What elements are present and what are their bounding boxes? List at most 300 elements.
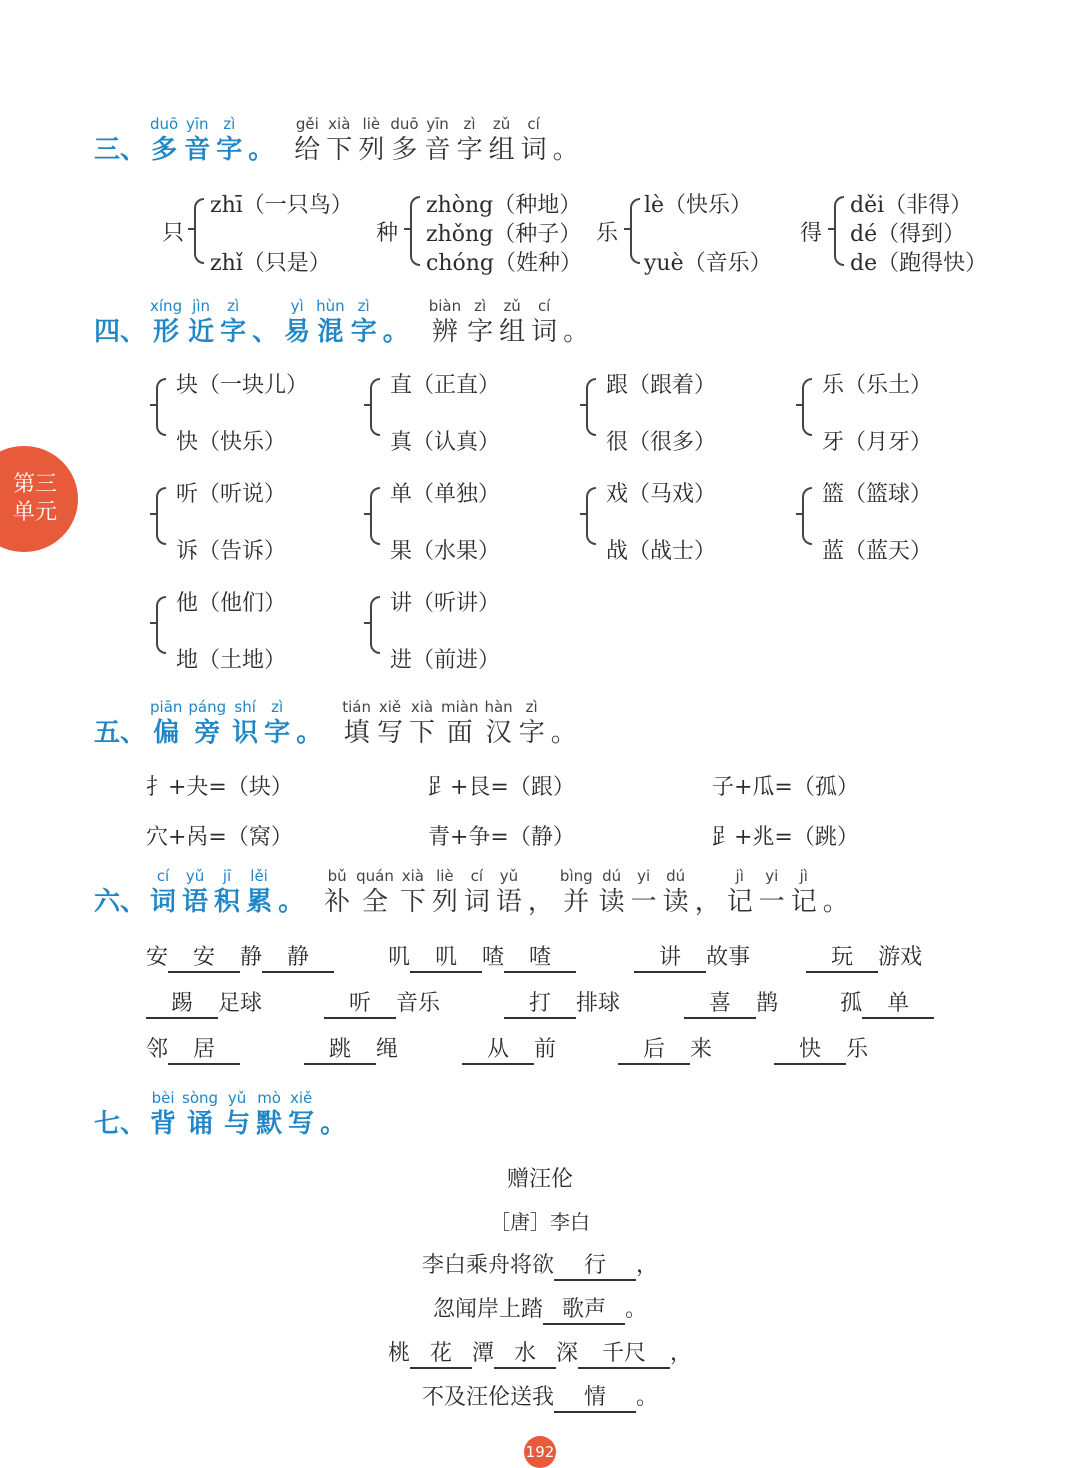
- title-char: [288, 1088, 314, 1140]
- word-text: 鹊: [756, 991, 779, 1016]
- hanzi: 。: [563, 317, 590, 347]
- instruction-punct: [553, 114, 579, 166]
- hanzi: 。: [296, 718, 323, 748]
- poem-line: [0, 1248, 1080, 1281]
- title-char: [150, 697, 182, 749]
- word-text: 乐: [846, 1037, 869, 1062]
- instruction-char: [457, 114, 483, 166]
- pinyin: yì: [290, 297, 304, 315]
- poem-text: 。: [625, 1297, 648, 1322]
- word-text: 叽: [388, 945, 411, 970]
- hanzi: 组: [488, 135, 515, 165]
- brace: [370, 487, 380, 545]
- word-blank: 居: [168, 1032, 240, 1065]
- title-char: [188, 697, 226, 749]
- brace: [194, 198, 204, 264]
- instruction-char: [294, 114, 320, 166]
- pinyin: liè: [362, 115, 381, 133]
- hanzi: 语: [182, 887, 209, 917]
- poly-item: chóng（姓种）: [426, 251, 582, 276]
- hanzi: 写: [288, 1109, 315, 1139]
- similar-char-item: 地（土地）: [176, 648, 287, 673]
- word-text: 故事: [706, 945, 751, 970]
- hanzi: 字: [456, 135, 483, 165]
- page-number: 192: [524, 1436, 556, 1468]
- section-5-heading: [94, 697, 583, 749]
- hanzi: 字: [216, 135, 243, 165]
- hanzi: 形: [153, 317, 180, 347]
- pinyin: cí: [537, 297, 551, 315]
- title-punct: [248, 114, 288, 166]
- poly-char: 种: [376, 221, 399, 246]
- poem-blank: 情: [554, 1380, 636, 1413]
- brace: [156, 378, 166, 436]
- title-char: [150, 866, 176, 918]
- pinyin: jì: [799, 867, 808, 885]
- poly-item: zhī（一只鸟）: [210, 193, 353, 218]
- hanzi: ，: [694, 887, 721, 917]
- poem-text: 潭: [471, 1341, 494, 1366]
- hanzi: 汉: [485, 718, 512, 748]
- hanzi: 字: [350, 317, 377, 347]
- hanzi: 近: [188, 317, 215, 347]
- hanzi: 识: [232, 718, 259, 748]
- section-number: 四、: [94, 317, 147, 347]
- pinyin: sòng: [182, 1089, 219, 1107]
- poly-item: zhǐ（只是）: [210, 251, 331, 276]
- equation: 扌+夬=（块）: [146, 775, 293, 800]
- brace-tip: [150, 513, 158, 515]
- pinyin: zì: [271, 698, 284, 716]
- poly-item: dé（得到）: [850, 222, 966, 247]
- hanzi: 读: [598, 887, 625, 917]
- brace-tip: [364, 622, 372, 624]
- brace: [586, 378, 596, 436]
- similar-char-item: 战（战士）: [606, 539, 717, 564]
- title-char: [256, 1088, 282, 1140]
- pinyin: páng: [188, 698, 227, 716]
- equation: 子+瓜=（孤）: [712, 775, 859, 800]
- pinyin: miàn: [440, 698, 479, 716]
- word-blank: 安: [168, 940, 240, 973]
- pinyin: yǔ: [185, 867, 205, 885]
- pinyin: cí: [470, 867, 484, 885]
- similar-char-item: 块（一块儿）: [176, 373, 309, 398]
- pinyin: yīn: [185, 115, 209, 133]
- hanzi: 下: [399, 887, 426, 917]
- pinyin: biàn: [428, 297, 462, 315]
- pinyin: zì: [227, 297, 240, 315]
- word-text: 游戏: [878, 945, 923, 970]
- pinyin: jì: [735, 867, 744, 885]
- pinyin: zì: [474, 297, 487, 315]
- brace: [370, 596, 380, 654]
- word-blank: 叽: [410, 940, 482, 973]
- pinyin: bìng: [559, 867, 593, 885]
- pinyin: tián: [342, 698, 371, 716]
- word-blank: 讲: [634, 940, 706, 973]
- word-text: 排球: [576, 991, 621, 1016]
- instruction-char: [499, 296, 525, 348]
- poem-text: ，: [636, 1253, 659, 1278]
- word-text: 喳: [482, 945, 505, 970]
- poem-text: ，: [670, 1341, 693, 1366]
- section-7-heading: [94, 1088, 366, 1140]
- pinyin: cí: [156, 867, 170, 885]
- word-text: 邻: [146, 1037, 169, 1062]
- pinyin: zì: [357, 297, 370, 315]
- pinyin: yi: [637, 867, 651, 885]
- word-text: 足球: [218, 991, 263, 1016]
- pinyin: xià: [401, 867, 424, 885]
- hanzi: 字: [220, 317, 247, 347]
- pinyin: liè: [436, 867, 454, 885]
- poem-text: 李白乘舟将欲: [421, 1253, 554, 1278]
- pinyin: zǔ: [503, 297, 521, 315]
- instruction-char: [400, 866, 426, 918]
- poem-text: 深: [556, 1341, 579, 1366]
- pinyin: zì: [525, 698, 538, 716]
- pinyin: lěi: [250, 867, 268, 885]
- word-row: [146, 1032, 868, 1065]
- instruction-char: [759, 866, 785, 918]
- brace: [410, 196, 420, 266]
- instruction-punct: [823, 866, 849, 918]
- pinyin: yi: [765, 867, 779, 885]
- similar-char-item: 篮（篮球）: [822, 482, 933, 507]
- pinyin: xiě: [289, 1089, 313, 1107]
- hanzi: 偏: [153, 718, 180, 748]
- word-text: 前: [534, 1037, 557, 1062]
- hanzi: 写: [376, 718, 403, 748]
- instruction-char: [467, 296, 493, 348]
- section-number: 六、: [94, 887, 147, 917]
- similar-char-item: 蓝（蓝天）: [822, 539, 933, 564]
- poem-line: [0, 1380, 1080, 1413]
- title-char: [182, 1088, 218, 1140]
- similar-char-item: 进（前进）: [390, 648, 501, 673]
- pinyin: bèi: [151, 1089, 175, 1107]
- title-char: [264, 697, 290, 749]
- word-text: 安: [146, 945, 169, 970]
- instruction-char: [464, 866, 490, 918]
- instruction-char: [358, 114, 384, 166]
- hanzi: 列: [358, 135, 385, 165]
- hanzi: 与: [224, 1109, 251, 1139]
- word-blank: 从: [462, 1032, 534, 1065]
- title-char: [316, 296, 345, 348]
- brace: [156, 596, 166, 654]
- instruction-punct: [551, 697, 577, 749]
- instruction-punct: [563, 296, 589, 348]
- brace-tip: [404, 228, 412, 230]
- hanzi: 音: [184, 135, 211, 165]
- poly-char: 乐: [596, 221, 619, 246]
- word-blank: 踢: [146, 986, 218, 1019]
- pinyin: yǔ: [227, 1089, 247, 1107]
- brace: [834, 196, 844, 266]
- unit-badge-text: 第三 单元: [12, 472, 57, 525]
- similar-char-item: 牙（月牙）: [822, 430, 933, 455]
- similar-char-item: 他（他们）: [176, 591, 287, 616]
- hanzi: 字: [264, 718, 291, 748]
- similar-char-item: 很（很多）: [606, 430, 717, 455]
- similar-char-item: 听（听说）: [176, 482, 287, 507]
- instruction-char: [356, 866, 394, 918]
- instruction-char: [342, 697, 371, 749]
- pinyin: shí: [234, 698, 256, 716]
- title-punct: [320, 1088, 360, 1140]
- poem-blank: 行: [554, 1248, 636, 1281]
- pinyin: xià: [410, 698, 434, 716]
- word-text: 来: [690, 1037, 713, 1062]
- similar-char-item: 跟（跟着）: [606, 373, 717, 398]
- poly-item: zhǒng（种子）: [426, 222, 582, 247]
- brace: [802, 487, 812, 545]
- hanzi: 记: [790, 887, 817, 917]
- instruction-char: [441, 697, 478, 749]
- hanzi: 组: [499, 317, 526, 347]
- word-row: [146, 986, 934, 1019]
- brace-tip: [364, 513, 372, 515]
- word-row: [146, 940, 922, 973]
- hanzi: 列: [431, 887, 458, 917]
- pinyin: quán: [356, 867, 394, 885]
- hanzi: 。: [320, 1109, 347, 1139]
- hanzi: 音: [424, 135, 451, 165]
- pinyin: zǔ: [492, 115, 511, 133]
- poly-char: 得: [800, 221, 823, 246]
- brace: [586, 487, 596, 545]
- hanzi: 混: [317, 317, 344, 347]
- hanzi: 词: [463, 887, 490, 917]
- title-char: [224, 1088, 250, 1140]
- title-char: [232, 697, 258, 749]
- poly-char: 只: [162, 221, 185, 246]
- title-char: [182, 866, 208, 918]
- instruction-char: [489, 114, 515, 166]
- hanzi: 补: [324, 887, 351, 917]
- word-blank: 后: [618, 1032, 690, 1065]
- brace-tip: [150, 404, 158, 406]
- poem-blank: 花: [410, 1336, 472, 1369]
- poem-blank: 歌声: [543, 1292, 625, 1325]
- pinyin: dú: [602, 867, 622, 885]
- similar-char-item: 快（快乐）: [176, 430, 287, 455]
- instruction-char: [631, 866, 657, 918]
- similar-char-item: 戏（马戏）: [606, 482, 717, 507]
- title-char: [252, 296, 278, 348]
- word-blank: 快: [774, 1032, 846, 1065]
- instruction-char: [425, 114, 451, 166]
- pinyin: bǔ: [327, 867, 347, 885]
- similar-char-item: 诉（告诉）: [176, 539, 287, 564]
- title-char: [150, 114, 178, 166]
- pinyin: jìn: [192, 297, 211, 315]
- word-text: 绳: [376, 1037, 399, 1062]
- poem-title: 赠汪伦: [506, 1167, 573, 1192]
- similar-char-item: 果（水果）: [390, 539, 501, 564]
- instruction-char: [496, 866, 522, 918]
- word-text: 静: [240, 945, 263, 970]
- poem-line: [0, 1336, 1080, 1369]
- poly-item: de（跑得快）: [850, 251, 988, 276]
- instruction-char: [377, 697, 403, 749]
- title-char: [220, 296, 246, 348]
- hanzi: 多: [391, 135, 418, 165]
- section-3-heading: [94, 114, 585, 166]
- word-text: 孤: [840, 991, 863, 1016]
- instruction-char: [324, 866, 350, 918]
- title-char: [184, 114, 210, 166]
- pinyin: zì: [223, 115, 236, 133]
- hanzi: 默: [256, 1109, 283, 1139]
- pinyin: hùn: [316, 297, 345, 315]
- title-char: [284, 296, 310, 348]
- poem-author: ［唐］李白: [490, 1210, 590, 1234]
- hanzi: 。: [550, 718, 577, 748]
- equation: 𧾷+兆=（跳）: [712, 825, 859, 850]
- section-number: 五、: [94, 718, 147, 748]
- equation: 穴+呙=（窝）: [146, 825, 293, 850]
- word-blank: 单: [862, 986, 934, 1019]
- pinyin: jī: [222, 867, 232, 885]
- pinyin: xiě: [378, 698, 402, 716]
- pinyin: xíng: [150, 297, 183, 315]
- pinyin: duō: [390, 115, 419, 133]
- instruction-char: [390, 114, 418, 166]
- similar-char-item: 真（认真）: [390, 430, 501, 455]
- brace-tip: [188, 228, 196, 230]
- poem-text: 桃: [387, 1341, 410, 1366]
- hanzi: 语: [495, 887, 522, 917]
- poly-item: děi（非得）: [850, 193, 973, 218]
- hanzi: 积: [214, 887, 241, 917]
- section-number: 七、: [94, 1109, 147, 1139]
- poly-item: yuè（音乐）: [644, 251, 772, 276]
- hanzi: 易: [284, 317, 311, 347]
- brace: [802, 378, 812, 436]
- title-char: [216, 114, 242, 166]
- word-blank: 喳: [504, 940, 576, 973]
- hanzi: 。: [382, 317, 409, 347]
- title-punct: [383, 296, 423, 348]
- similar-char-item: 单（单独）: [390, 482, 501, 507]
- section-4-heading: [94, 296, 595, 348]
- brace-tip: [580, 513, 588, 515]
- pinyin: yǔ: [499, 867, 519, 885]
- hanzi: 。: [552, 135, 579, 165]
- hanzi: 词: [520, 135, 547, 165]
- hanzi: 下: [408, 718, 435, 748]
- instruction-char: [429, 296, 461, 348]
- hanzi: ，: [527, 887, 554, 917]
- pinyin: yīn: [426, 115, 449, 133]
- brace: [370, 378, 380, 436]
- pinyin: duō: [150, 115, 179, 133]
- hanzi: 下: [326, 135, 353, 165]
- poly-item: lè（快乐）: [644, 193, 753, 218]
- brace-tip: [150, 622, 158, 624]
- title-char: [150, 296, 182, 348]
- brace: [630, 198, 640, 264]
- equation: 𧾷+艮=（跟）: [428, 775, 575, 800]
- brace-tip: [624, 228, 632, 230]
- title-punct: [278, 866, 318, 918]
- instruction-char: [599, 866, 625, 918]
- hanzi: 辨: [431, 317, 458, 347]
- word-blank: 打: [504, 986, 576, 1019]
- instruction-char: [409, 697, 435, 749]
- poem-text: 不及汪伦送我: [421, 1385, 554, 1410]
- instruction-char: [519, 697, 545, 749]
- unit-badge: [0, 446, 78, 552]
- instruction-char: [695, 866, 721, 918]
- word-blank: 跳: [304, 1032, 376, 1065]
- pinyin: hàn: [484, 698, 513, 716]
- hanzi: 旁: [194, 718, 221, 748]
- instruction-char: [432, 866, 458, 918]
- hanzi: 记: [726, 887, 753, 917]
- instruction-char: [727, 866, 753, 918]
- poem-line: [0, 1292, 1080, 1325]
- pinyin: gěi: [295, 115, 319, 133]
- hanzi: 诵: [187, 1109, 214, 1139]
- poem-text: 忽闻岸上踏: [432, 1297, 543, 1322]
- pinyin: piān: [150, 698, 183, 716]
- hanzi: 填: [343, 718, 370, 748]
- brace-tip: [796, 513, 804, 515]
- brace-tip: [828, 228, 836, 230]
- pinyin: mò: [257, 1089, 281, 1107]
- hanzi: 。: [278, 887, 305, 917]
- hanzi: 。: [248, 135, 275, 165]
- instruction-char: [326, 114, 352, 166]
- hanzi: 背: [150, 1109, 177, 1139]
- title-char: [246, 866, 272, 918]
- brace-tip: [580, 404, 588, 406]
- hanzi: 读: [662, 887, 689, 917]
- similar-char-item: 直（正直）: [390, 373, 501, 398]
- similar-char-item: 讲（听讲）: [390, 591, 501, 616]
- instruction-char: [791, 866, 817, 918]
- hanzi: 一: [630, 887, 657, 917]
- instruction-char: [560, 866, 593, 918]
- equation: 青+争=（静）: [428, 825, 575, 850]
- hanzi: 一: [758, 887, 785, 917]
- poem-text: 。: [636, 1385, 659, 1410]
- word-text: 音乐: [396, 991, 441, 1016]
- hanzi: 给: [294, 135, 321, 165]
- similar-char-item: 乐（乐土）: [822, 373, 933, 398]
- brace-tip: [796, 404, 804, 406]
- hanzi: 累: [246, 887, 273, 917]
- hanzi: 字: [518, 718, 545, 748]
- title-char: [351, 296, 377, 348]
- pinyin: zì: [463, 115, 476, 133]
- brace: [156, 487, 166, 545]
- poem-blank: 千尺: [578, 1336, 670, 1369]
- brace-tip: [364, 404, 372, 406]
- hanzi: 并: [563, 887, 590, 917]
- poem-blank: 水: [494, 1336, 556, 1369]
- pinyin: xià: [328, 115, 351, 133]
- poly-item: zhòng（种地）: [426, 193, 582, 218]
- section-number: 三、: [94, 135, 147, 165]
- title-char: [188, 296, 214, 348]
- instruction-char: [484, 697, 512, 749]
- instruction-char: [663, 866, 689, 918]
